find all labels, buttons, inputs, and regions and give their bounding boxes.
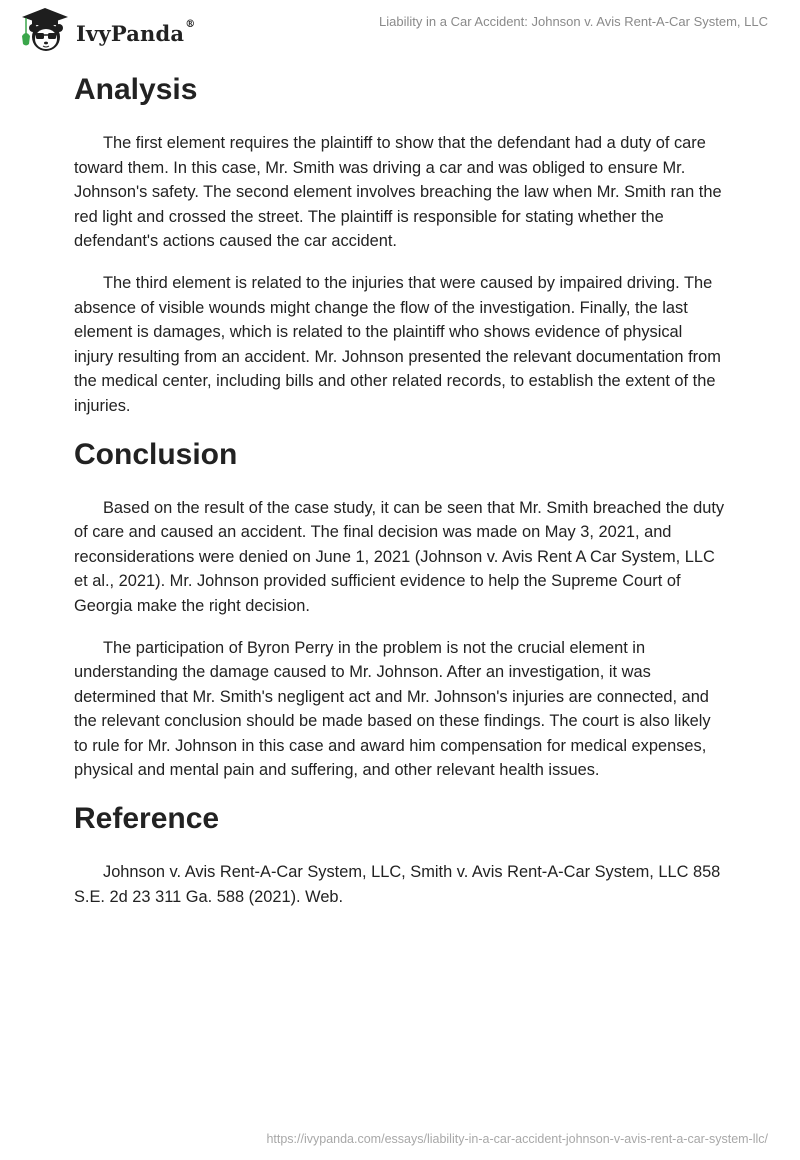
essay-content xyxy=(74,68,726,909)
paragraph: The third element is related to the injuries that were caused by impaired driving. The absence of visible wounds might change the flow of the investigation. Finally, the last element is damages, which is related to the plaintiff who shows evidence of physical injury resulting from an accident. Mr. Johnson presented the relevant documentation from the medical center, including bills and other related records, to establish the extent of the injuries. xyxy=(74,273,721,415)
paragraph: The first element requires the plaintiff to show that the defendant had a duty of care toward them. In this case, Mr. Smith was driving a car and was obliged to ensure Mr. Johnson's safety. The second element involves breaching the law when Mr. Smith ran the red light and crossed the street. The plaintiff is responsible for stating whether the defendant's actions caused the car accident. xyxy=(74,134,722,251)
registered-mark: ® xyxy=(185,18,196,30)
section-heading: Analysis xyxy=(74,73,198,106)
source-url-link[interactable]: https://ivypanda.com/essays/liability-in-a-car-accident-johnson-v-avis-rent-a-car-system-llc/ xyxy=(266,1132,768,1146)
paragraph: Based on the result of the case study, it can be seen that Mr. Smith breached the duty of care and caused an accident. The final decision was made on May 3, 2021, and reconsiderations were denied on June 1, 2021 (Johnson v. Avis Rent A Car System, LLC et al., 2021). Mr. Johnson provided sufficient evidence to help the Supreme Court of Georgia make the right decision. xyxy=(74,498,725,615)
panda-graduate-icon xyxy=(18,6,72,54)
paragraph: The participation of Byron Perry in the problem is not the crucial element in understanding the damage caused to Mr. Johnson. After an investigation, it was determined that Mr. Smith's negligent act and Mr. Johnson's injuries are connected, and the relevant conclusion should be made based on these findings. The court is also likely to rule for Mr. Johnson in this case and award him compensation for medical expenses, physical and mental pain and suffering, and other relevant health issues. xyxy=(74,638,711,780)
section-reference xyxy=(74,797,726,909)
section-heading: Conclusion xyxy=(74,437,238,471)
document-title: Liability in a Car Accident: Johnson v. Avis Rent-A-Car System, LLC xyxy=(379,14,768,29)
section-conclusion xyxy=(74,433,726,784)
ivypanda-logo[interactable] xyxy=(18,6,195,54)
section-analysis xyxy=(74,68,726,419)
section-heading: Reference xyxy=(74,802,220,836)
page-header xyxy=(0,0,800,60)
logo-name: IvyPanda xyxy=(76,20,185,46)
reference-entry: Johnson v. Avis Rent-A-Car System, LLC, Smith v. Avis Rent-A-Car System, LLC 858 S.E. 2d 23 311 Ga. 588 (2021). Web. xyxy=(74,863,721,906)
logo-wordmark xyxy=(76,18,196,46)
